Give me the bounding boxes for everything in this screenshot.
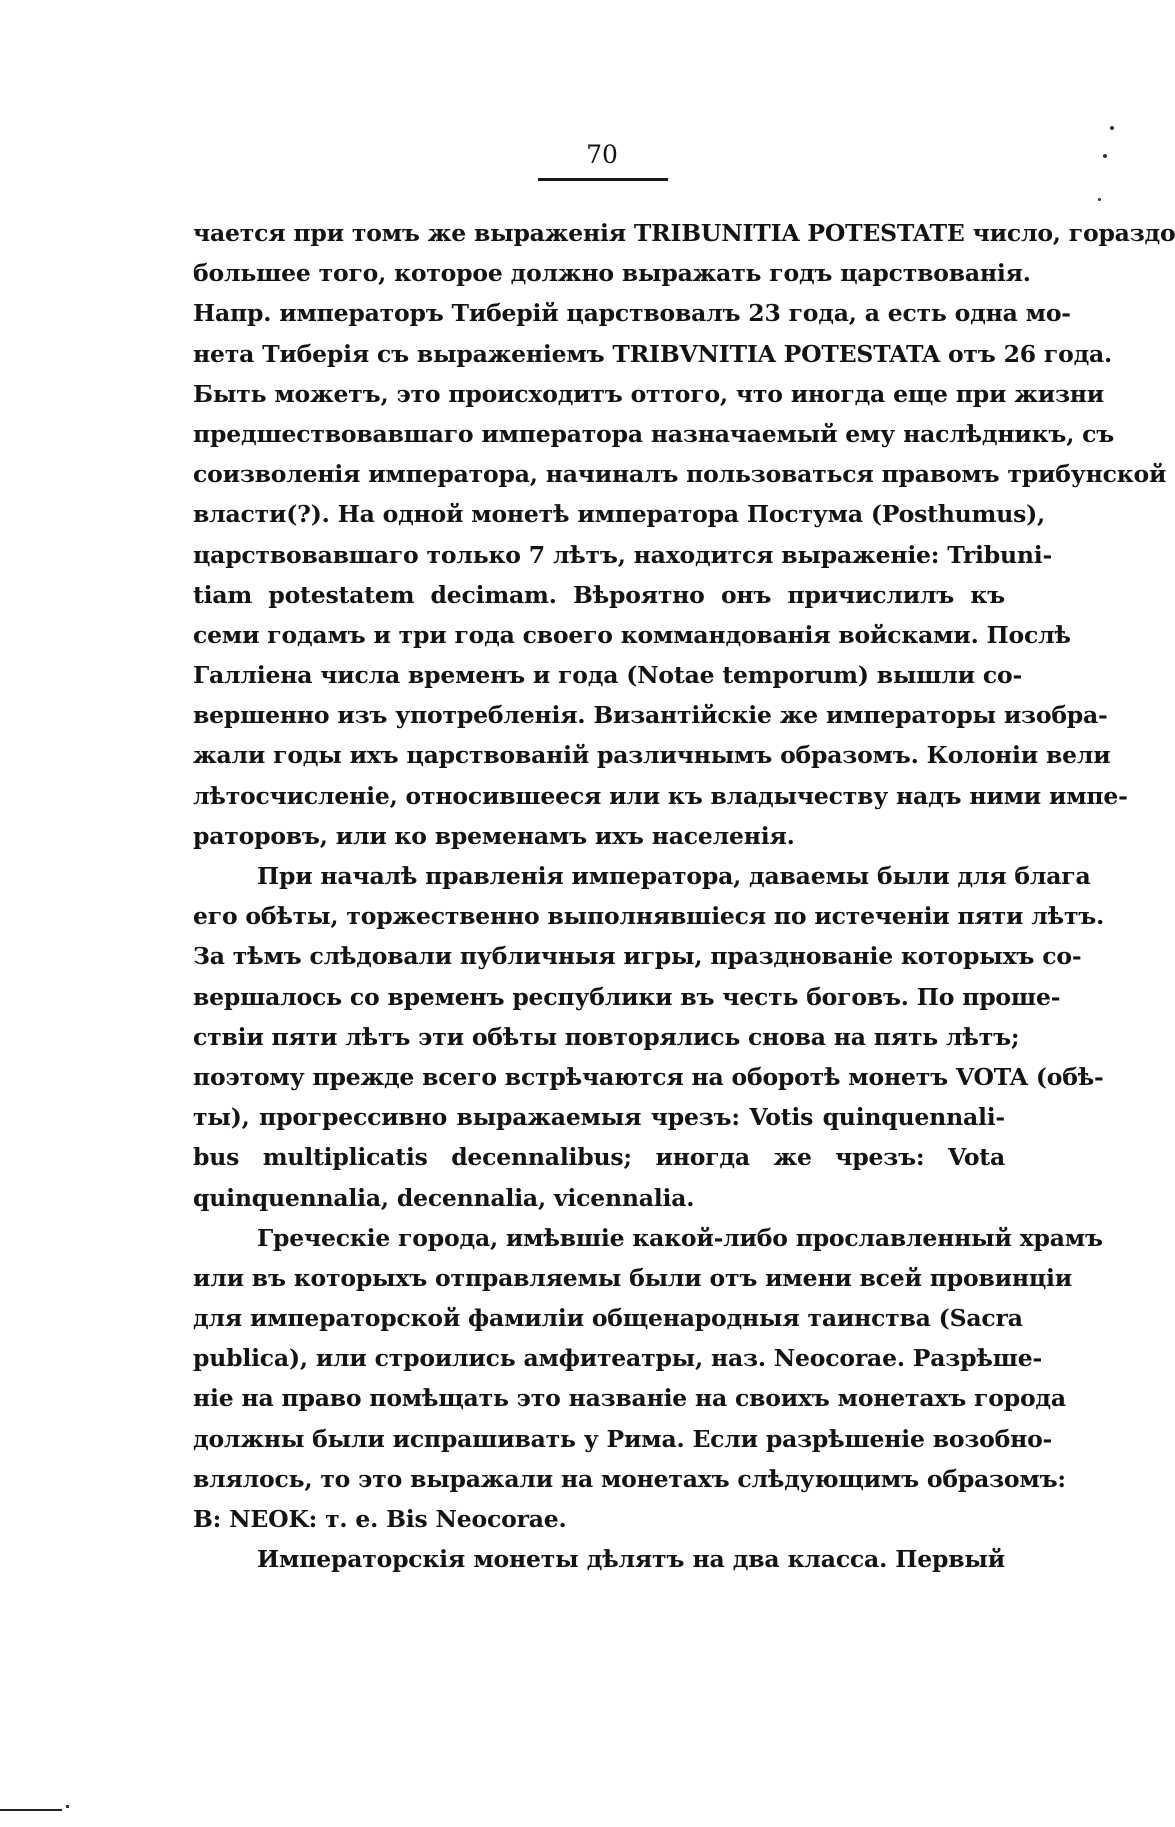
text-line: tiam potestatem decimam. Вѣроятно онъ причислилъ къ <box>193 580 1005 609</box>
text-line: предшествовавшаго императора назначаемый ему наслѣдникъ, съ <box>193 419 1115 448</box>
text-line: Галліена числа временъ и года (Notae temporum) вышли со- <box>193 661 1022 690</box>
scan-speck <box>1103 154 1107 158</box>
text-line: publica), или строились амфитеатры, наз. Neocorae. Разрѣше- <box>193 1344 1043 1373</box>
text-line: За тѣмъ слѣдовали публичныя игры, празднованіе которыхъ со- <box>193 942 1082 971</box>
text-line: Греческіе города, имѣвшіе какой-либо прославленный храмъ <box>257 1223 1103 1252</box>
text-line: должны были испрашивать у Рима. Если разрѣшеніе возобно- <box>193 1424 1053 1453</box>
footer-rule <box>0 1809 62 1811</box>
text-line: вершалось со временъ республики въ честь боговъ. По проше- <box>193 982 1061 1011</box>
text-line: При началѣ правленія императора, даваемы были для блага <box>257 862 1091 890</box>
page-number: 70 <box>586 140 618 169</box>
footer-tick <box>66 1805 69 1808</box>
text-line: чается при томъ же выраженія TRIBUNITIA POTESTATE число, гораздо <box>193 219 1175 247</box>
text-line: ствіи пяти лѣтъ эти обѣты повторялись снова на пять лѣтъ; <box>193 1022 1020 1051</box>
text-line: Императорскія монеты дѣлятъ на два класса. Первый <box>257 1545 1005 1574</box>
text-line: Быть можетъ, это происходитъ оттого, что иногда еще при жизни <box>193 379 1105 408</box>
text-line: поэтому прежде всего встрѣчаются на оборотѣ монетъ VOTA (обѣ- <box>193 1062 1104 1091</box>
text-line: bus multiplicatis decennalibus; иногда же чрезъ: Vota <box>193 1143 1005 1172</box>
text-line: соизволенія императора, начиналъ пользоваться правомъ трибунской <box>193 460 1167 489</box>
text-line: для императорской фамиліи общенародныя таинства (Sacra <box>193 1304 1023 1333</box>
text-line: quinquennalia, decennalia, vicennalia. <box>193 1183 695 1212</box>
text-line: большее того, которое должно выражать годъ царствованія. <box>193 259 1031 288</box>
text-line: жали годы ихъ царствованій различнымъ образомъ. Колоніи вели <box>193 741 1111 770</box>
text-line: нета Тиберія съ выраженіемъ TRIBVNITIA POTESTATA отъ 26 года. <box>193 339 1113 368</box>
text-line: или въ которыхъ отправляемы были отъ имени всей провинціи <box>193 1263 1072 1292</box>
text-line: его обѣты, торжественно выполнявшіеся по истеченіи пяти лѣтъ. <box>193 902 1105 931</box>
text-line: власти(?). На одной монетѣ императора Постума (Posthumus), <box>193 500 1046 529</box>
text-line: Напр. императоръ Тиберій царствовалъ 23 года, а есть одна мо- <box>193 299 1071 328</box>
body-text <box>193 213 1175 1579</box>
text-line: вершенно изъ употребленія. Византійскіе же императоры изобра- <box>193 701 1108 730</box>
text-line: семи годамъ и три года своего коммандованія войсками. Послѣ <box>193 620 1071 649</box>
text-line: раторовъ, или ко временамъ ихъ населенія. <box>193 821 795 850</box>
scan-speck <box>1098 198 1101 201</box>
text-line: царствовавшаго только 7 лѣтъ, находится выраженіе: Tribuni- <box>193 540 1053 569</box>
text-line: B: NEOK: т. е. Bis Neocorae. <box>193 1505 567 1533</box>
text-line: лѣтосчисленіе, относившееся или къ владычеству надъ ними импе- <box>193 781 1128 810</box>
text-line: ты), прогрессивно выражаемыя чрезъ: Votis quinquennali- <box>193 1103 1005 1132</box>
text-line: ніе на право помѣщать это названіе на своихъ монетахъ города <box>193 1384 1066 1413</box>
header-rule <box>538 178 668 181</box>
text-line: влялось, то это выражали на монетахъ слѣдующимъ образомъ: <box>193 1464 1066 1493</box>
scan-speck <box>1110 126 1114 130</box>
